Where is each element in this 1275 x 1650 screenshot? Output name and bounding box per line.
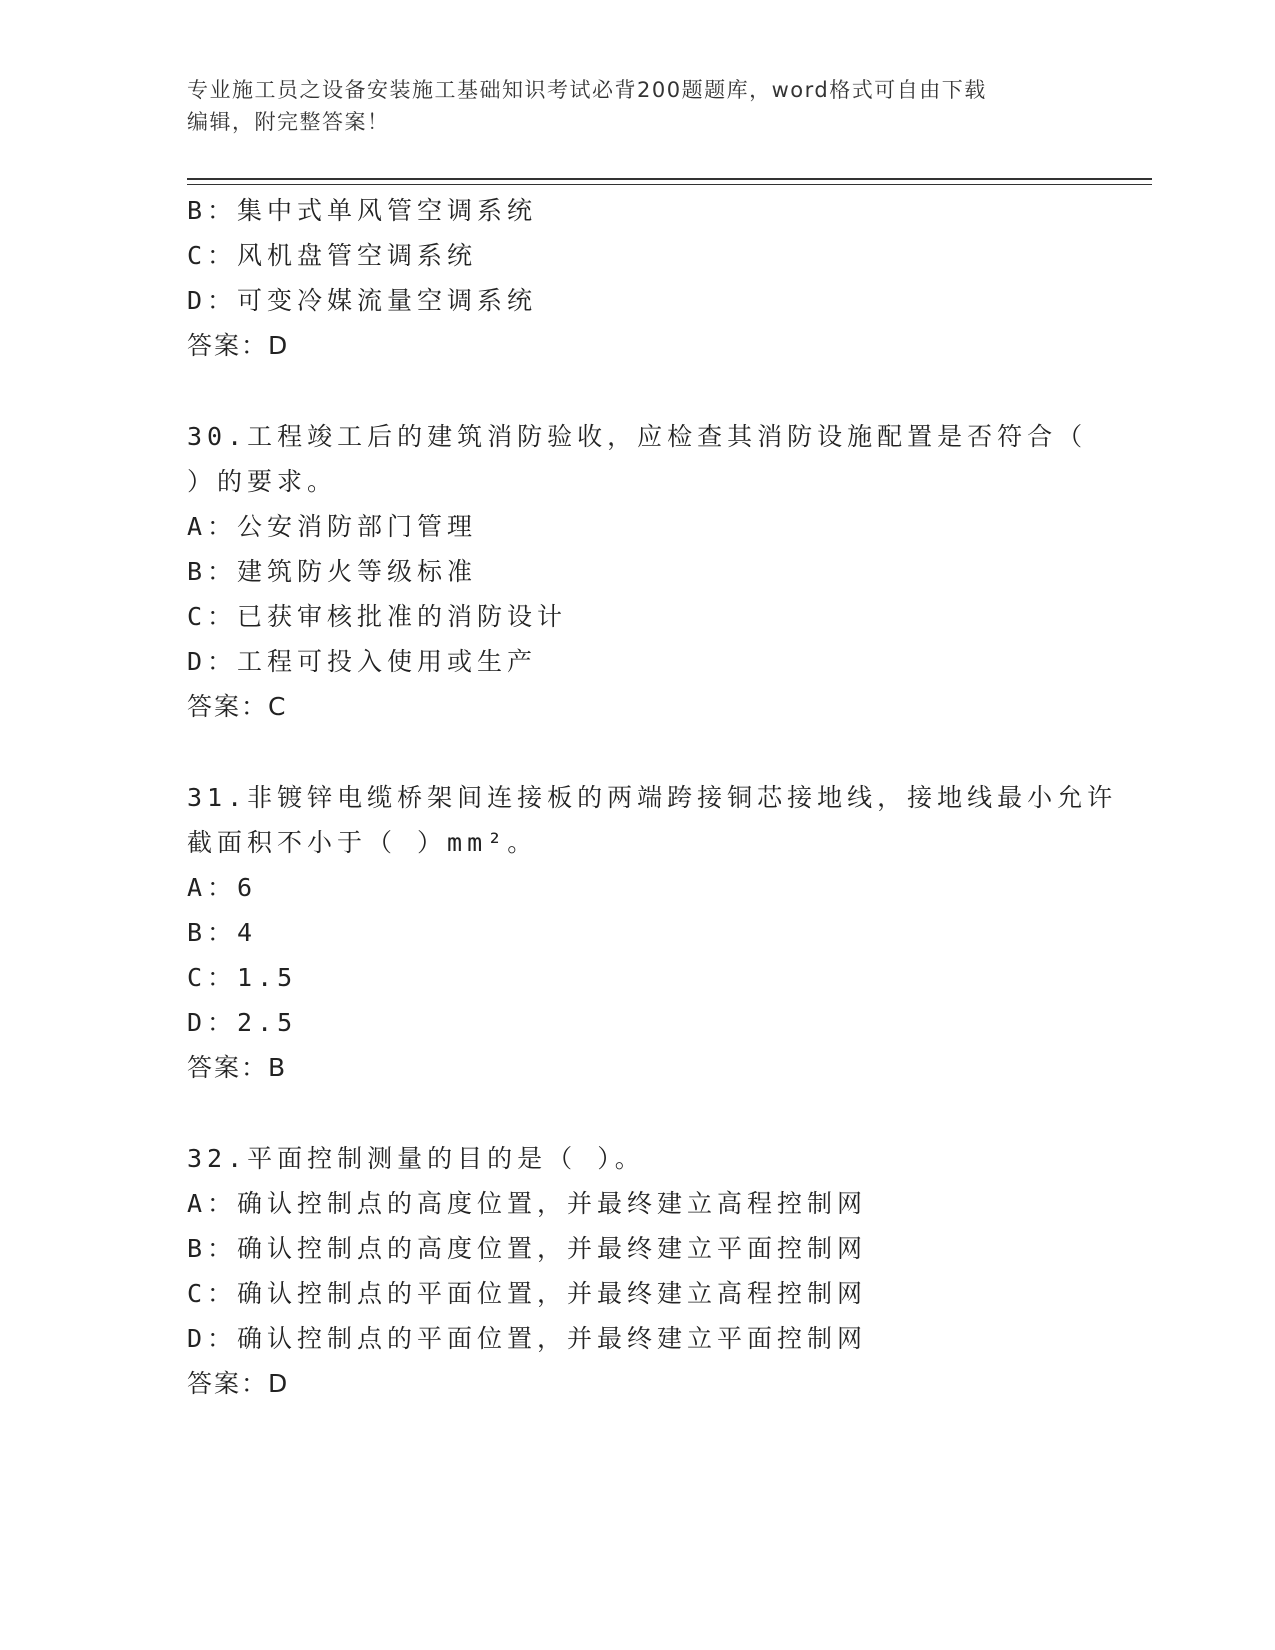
option-d: D：确认控制点的平面位置，并最终建立平面控制网 [187,1324,868,1353]
header-divider-thin [187,184,1152,185]
option-a: A：公安消防部门管理 [187,512,478,541]
option-d: D：工程可投入使用或生产 [187,647,538,676]
answer: 答案：D [187,1369,290,1398]
question-text-line-1: 31.非镀锌电缆桥架间连接板的两端跨接铜芯接地线，接地线最小允许 [187,783,1118,812]
document-header [187,74,1067,138]
option-d: D：可变冷媒流量空调系统 [187,286,538,315]
question-content [187,188,1118,1406]
option-a: A：确认控制点的高度位置，并最终建立高程控制网 [187,1189,868,1218]
header-divider [187,178,1152,180]
header-line-1: 专业施工员之设备安装施工基础知识考试必背200题题库，word格式可自由下载 [187,78,987,102]
answer: 答案：D [187,331,290,360]
option-b: B：4 [187,918,258,947]
question-text-line-2: ）的要求。 [187,467,338,496]
question-30 [187,414,1087,729]
option-d: D：2.5 [187,1008,298,1037]
option-b: B：建筑防火等级标准 [187,557,478,586]
question-31 [187,775,1118,1090]
question-32 [187,1136,1087,1406]
option-c: C：已获审核批准的消防设计 [187,602,568,631]
question-29-continuation [187,188,1087,368]
option-b: B：确认控制点的高度位置，并最终建立平面控制网 [187,1234,868,1263]
answer: 答案：B [187,1053,288,1082]
option-b: B：集中式单风管空调系统 [187,196,538,225]
option-c: C：确认控制点的平面位置，并最终建立高程控制网 [187,1279,868,1308]
question-text-line-2: 截面积不小于（ ）mm²。 [187,828,538,857]
option-a: A：6 [187,873,258,902]
answer: 答案：C [187,692,288,721]
option-c: C：1.5 [187,963,298,992]
question-text-line-1: 32.平面控制测量的目的是（ ）。 [187,1144,645,1173]
question-text-line-1: 30.工程竣工后的建筑消防验收，应检查其消防设施配置是否符合（ [187,422,1088,451]
header-line-2: 编辑，附完整答案！ [187,110,390,134]
option-c: C：风机盘管空调系统 [187,241,478,270]
